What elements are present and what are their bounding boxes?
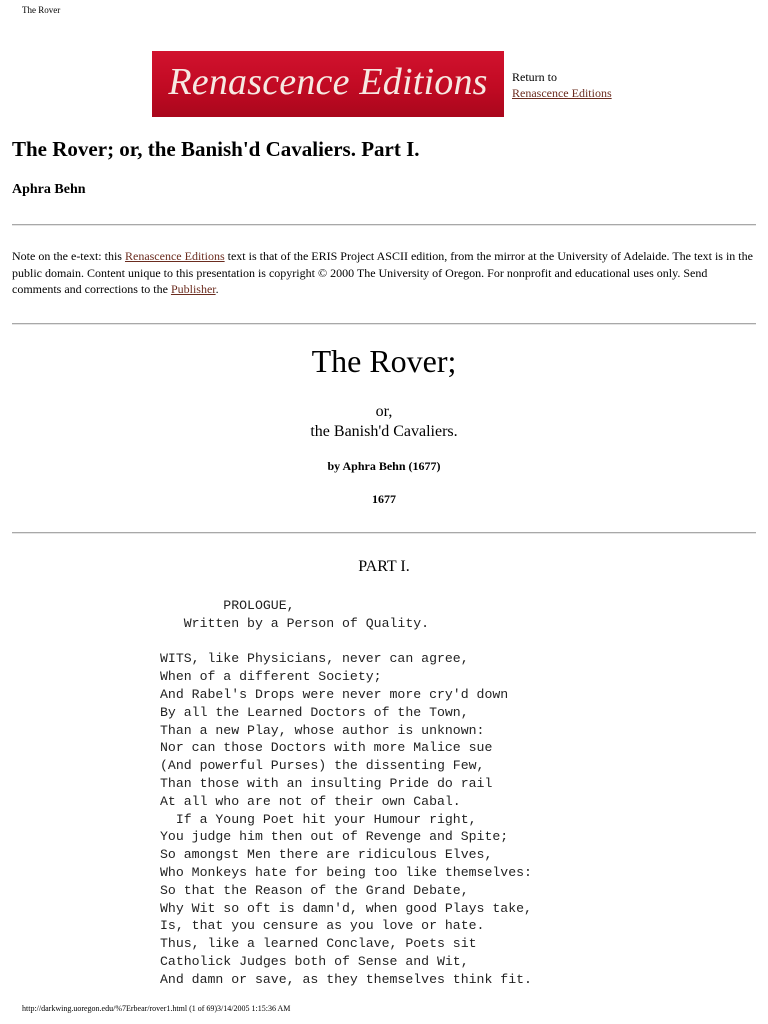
prologue-line: Nor can those Doctors with more Malice sue — [160, 740, 493, 756]
renascence-editions-link[interactable]: Renascence Editions — [124, 249, 225, 263]
prologue-line: And Rabel's Drops were never more cry'd down — [160, 686, 509, 702]
publisher-link[interactable]: Publisher — [170, 282, 216, 296]
play-subtitle — [0, 402, 768, 442]
note-text-2: text is that of the ERIS Project ASCII edition, from the mirror at the University of Adelaide. The text is in the public domain. Content unique to this presentation is copyright © 2000 The University of Oregon. For nonprofit and educational uses only. Send comments and corrections to the — [12, 249, 753, 296]
prologue-line: Than a new Play, whose author is unknown: — [160, 722, 485, 738]
play-subtitle-text: the Banish'd Cavaliers. — [310, 423, 458, 440]
prologue-text — [160, 597, 532, 989]
banner-text: Renascence Editions — [168, 61, 488, 103]
play-byline: by Aphra Behn (1677) — [327, 459, 441, 473]
prologue-line: So that the Reason of the Grand Debate, — [160, 882, 469, 898]
prologue-line: PROLOGUE, — [160, 598, 295, 613]
return-box — [512, 67, 612, 101]
prologue-line: Is, that you censure as you love or hate. — [160, 918, 485, 934]
note-text-3: . — [215, 282, 219, 296]
return-label: Return to — [512, 70, 557, 84]
author: Aphra Behn — [12, 182, 86, 197]
prologue-line: And damn or save, as they themselves think fit. — [160, 971, 532, 987]
print-header: The Rover — [22, 5, 61, 15]
page-title: The Rover; or, the Banish'd Cavaliers. Part I. — [12, 137, 420, 161]
prologue-line: By all the Learned Doctors of the Town, — [160, 704, 469, 720]
prologue-line: You judge him then out of Revenge and Spite; — [160, 829, 509, 845]
play-title: The Rover; — [311, 343, 457, 379]
divider — [12, 224, 756, 226]
prologue-line: When of a different Society; — [160, 669, 382, 685]
prologue-line — [160, 633, 532, 651]
note-text-1: Note on the e-text: this — [12, 249, 125, 263]
banner-row — [152, 51, 612, 117]
prologue-line: Why Wit so oft is damn'd, when good Plays take, — [160, 900, 532, 916]
prologue-line: So amongst Men there are ridiculous Elves, — [160, 847, 493, 863]
prologue-line: Written by a Person of Quality. — [160, 615, 430, 631]
divider — [12, 323, 756, 325]
return-link[interactable]: Renascence Editions — [512, 86, 612, 100]
prologue-line: At all who are not of their own Cabal. — [160, 793, 461, 809]
part-heading: PART I. — [358, 558, 410, 575]
prologue-line: Thus, like a learned Conclave, Poets sit — [160, 936, 477, 952]
play-year: 1677 — [372, 492, 396, 506]
etext-note — [12, 248, 756, 298]
prologue-line: (And powerful Purses) the dissenting Few, — [160, 758, 485, 774]
print-footer-url: http://darkwing.uoregon.edu/%7Erbear/rover1.html (1 of 69)3/14/2005 1:15:36 AM — [22, 1004, 291, 1013]
prologue-line: Who Monkeys hate for being too like themselves: — [160, 864, 532, 880]
play-or: or, — [375, 403, 393, 420]
prologue-line: Than those with an insulting Pride do rail — [160, 775, 493, 791]
prologue-line: If a Young Poet hit your Humour right, — [160, 811, 477, 827]
renascence-editions-banner[interactable] — [152, 51, 504, 117]
prologue-line: Catholick Judges both of Sense and Wit, — [160, 953, 469, 969]
divider — [12, 532, 756, 534]
prologue-line: WITS, like Physicians, never can agree, — [160, 651, 469, 667]
